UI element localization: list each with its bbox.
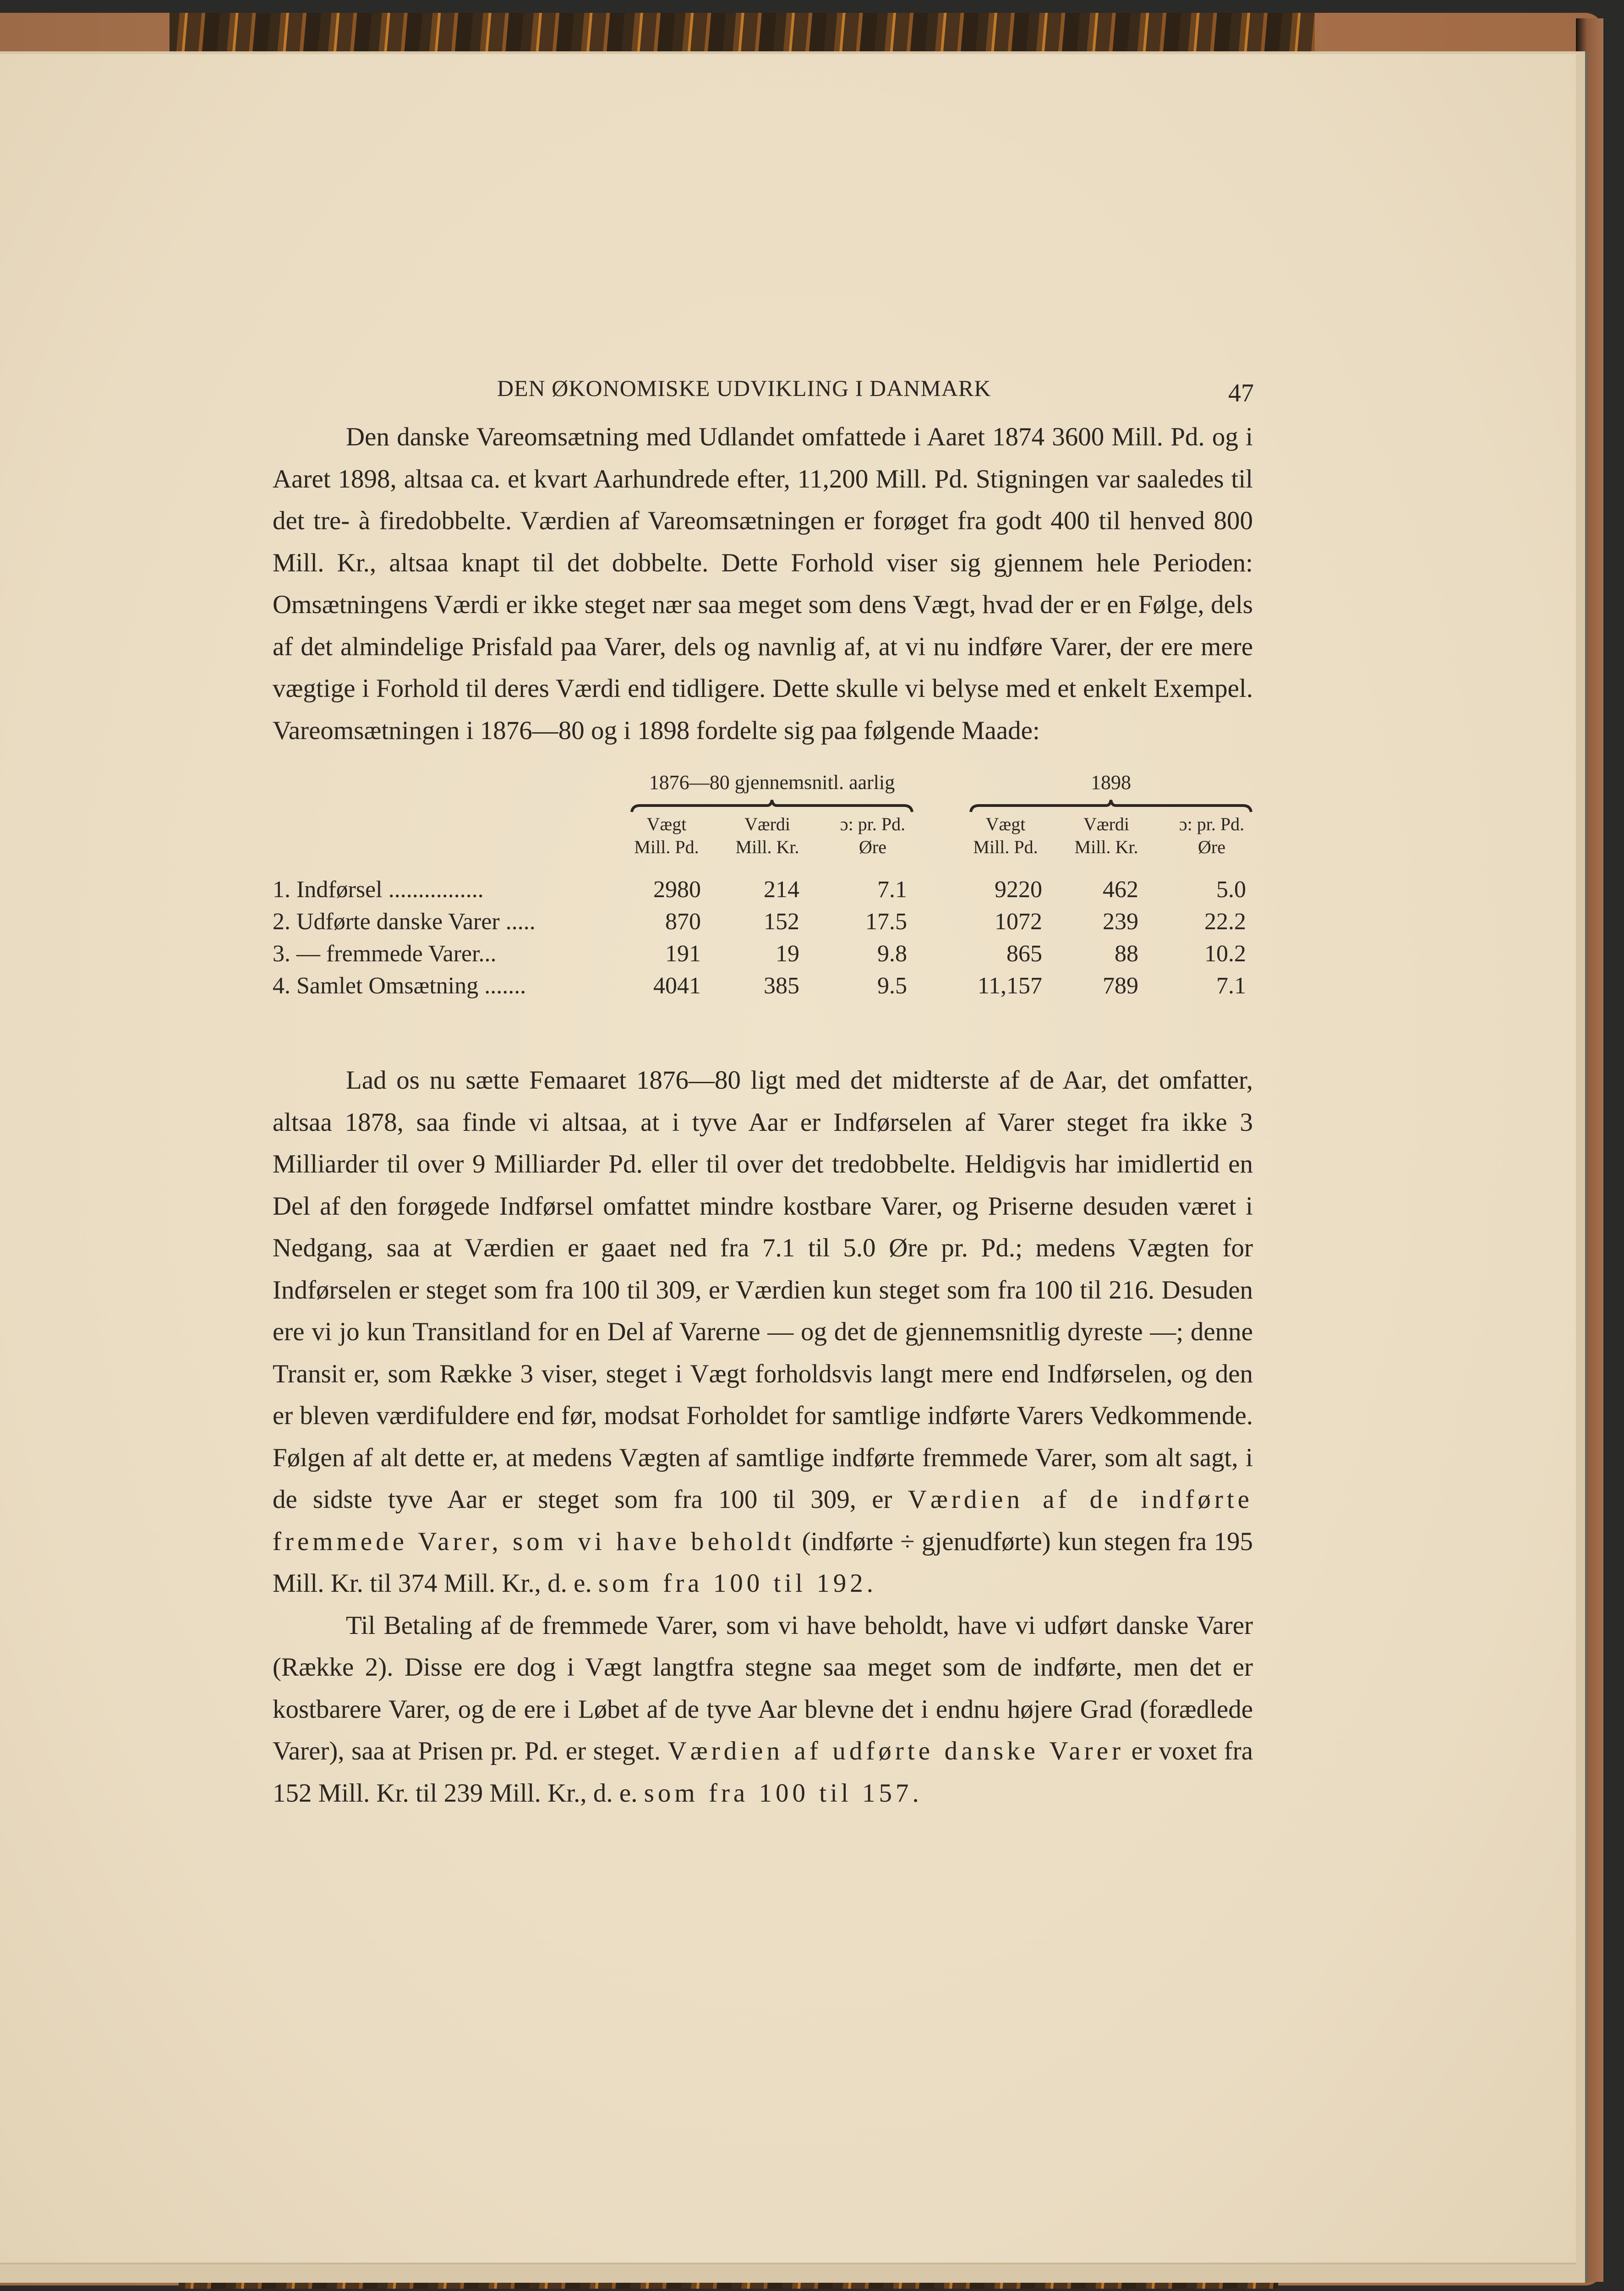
- emphasis-text: Værdien af de indførte fremmede Varer, som vi have beholdt: [273, 1485, 1253, 1556]
- page-content: [273, 375, 1253, 1814]
- col-header: [960, 813, 1051, 859]
- paragraph-payment: [273, 1605, 1253, 1814]
- col-unit: Mill. Kr.: [1074, 837, 1138, 857]
- table-cell: 9.5: [877, 973, 907, 999]
- table-cell: 9220: [995, 877, 1042, 903]
- trade-table: [273, 771, 1253, 1032]
- table-cell: 385: [764, 973, 799, 999]
- table-cell: 88: [1115, 941, 1138, 967]
- col-unit: Mill. Pd.: [634, 837, 699, 857]
- col-header: [722, 813, 813, 859]
- table-cell: 9.8: [877, 941, 907, 967]
- emphasis-text: Værdien af udførte danske Varer: [667, 1737, 1124, 1765]
- running-title: DEN ØKONOMISKE UDVIKLING I DANMARK: [497, 375, 991, 401]
- group-header-1876-80: 1876—80 gjennemsnitl. aarlig: [649, 771, 895, 794]
- table-cell: 7.1: [877, 877, 907, 903]
- brace-1876-80: [630, 799, 914, 813]
- col-header: [827, 813, 919, 859]
- table-cell: 1072: [995, 909, 1042, 935]
- col-label: Værdi: [744, 814, 790, 834]
- table-cell: 239: [1103, 909, 1138, 935]
- running-head: [273, 375, 1253, 416]
- col-header: [621, 813, 712, 859]
- table-cell: 2980: [653, 877, 701, 903]
- row-label: 3. — fremmede Varer...: [273, 941, 497, 967]
- table-cell: 7.1: [1216, 973, 1246, 999]
- body-text: er voxet fra 152 Mill. Kr. til 239 Mill. Kr., d. e.: [273, 1737, 1253, 1808]
- col-unit: Mill. Kr.: [735, 837, 799, 857]
- table-cell: 870: [665, 909, 701, 935]
- table-cell: 214: [764, 877, 799, 903]
- col-unit: Øre: [859, 837, 886, 857]
- col-unit: Mill. Pd.: [973, 837, 1038, 857]
- emphasis-text: som fra 100 til 192.: [598, 1569, 877, 1598]
- col-label: ɔ: pr. Pd.: [1179, 814, 1245, 834]
- paragraph-analysis: [273, 1059, 1253, 1605]
- col-label: Vægt: [985, 814, 1026, 834]
- table-row: [273, 940, 1253, 972]
- table-row: [273, 908, 1253, 940]
- emphasis-text: som fra 100 til 157.: [644, 1778, 923, 1808]
- group-header-1898: 1898: [1091, 771, 1131, 794]
- body-text: Lad os nu sætte Femaaret 1876—80 ligt med det midterste af de Aar, det omfatter, altsaa 1878, saa finde vi altsaa, at i tyve Aar er Indførselen af Varer steget fra ikke 3 Milliarder til over 9 Milliarder Pd. eller til over det tredobbelte. Heldigvis har imidlertid en Del af den forøgede Indførsel omfattet mindre kostbare Varer, og Priserne desuden været i Nedgang, saa at Værdien er gaaet ned fra 7.1 til 5.0 Øre pr. Pd.; medens Vægten for Indførselen er steget som fra 100 til 309, er Værdien kun steget som fra 100 til 216. Desuden ere vi jo kun Transitland for en Del af Varerne — og det de gjennemsnitlig dyreste —; denne Transit er, som Række 3 viser, steget i Vægt forholdsvis langt mere end Indførselen, og den er bleven værdifuldere end før, modsat Forholdet for samtlige indførte Varers Vedkommende. Følgen af alt dette er, at medens Vægten af samtlige indførte fremmede Varer, som alt sagt, i de sidste tyve Aar er steget som fra 100 til 309, er: [273, 1066, 1253, 1514]
- brace-1898: [969, 799, 1253, 813]
- body-text: (indførte ÷ gjenudførte) kun stegen fra 195 Mill. Kr. til 374 Mill. Kr., d. e.: [273, 1527, 1253, 1598]
- col-label: Værdi: [1083, 814, 1129, 834]
- book-page: [0, 54, 1576, 2264]
- row-label: 4. Samlet Omsætning .......: [273, 973, 526, 999]
- row-label: 1. Indførsel ................: [273, 877, 484, 903]
- paragraph-intro: Den danske Vareomsætning med Udlandet omfattede i Aaret 1874 3600 Mill. Pd. og i Aaret 1898, altsaa ca. et kvart Aarhundrede efter, 11,200 Mill. Pd. Stigningen var saaledes til det tre- à firedobbelte. Værdien af Vareomsætningen er forøget fra godt 400 til henved 800 Mill. Kr., altsaa knapt til det dobbelte. Dette Forhold viser sig gjennem hele Perioden: Omsætningens Værdi er ikke steget nær saa meget som dens Vægt, hvad der er en Følge, dels af det almindelige Prisfald paa Varer, dels og navnlig af, at vi nu indføre Varer, der ere mere vægtige i Forhold til deres Værdi end tidligere. Dette skulle vi belyse med et enkelt Exempel. Vareomsætningen i 1876—80 og i 1898 fordelte sig paa følgende Maade:: [273, 422, 1253, 745]
- table-cell: 11,157: [977, 973, 1042, 999]
- table-cell: 19: [776, 941, 799, 967]
- body-text: Til Betaling af de fremmede Varer, som vi have beholdt, have vi udført danske Varer (Række 2). Disse ere dog i Vægt langtfra stegne saa meget som de indførte, men det er kostbarere Varer, og de ere i Løbet af de tyve Aar blevne det i endnu højere Grad (forædlede Varer), saa at Prisen pr. Pd. er steget.: [273, 1611, 1253, 1765]
- table-cell: 22.2: [1204, 909, 1246, 935]
- col-unit: Øre: [1198, 837, 1225, 857]
- col-header: [1061, 813, 1152, 859]
- col-label: Vægt: [646, 814, 687, 834]
- table-cell: 17.5: [865, 909, 907, 935]
- col-label: ɔ: pr. Pd.: [840, 814, 906, 834]
- table-cell: 191: [665, 941, 701, 967]
- col-header: [1166, 813, 1258, 859]
- table-cell: 5.0: [1216, 877, 1246, 903]
- table-cell: 4041: [653, 973, 701, 999]
- table-cell: 462: [1103, 877, 1138, 903]
- table-row: [273, 972, 1253, 1004]
- marbled-edge-top: [170, 13, 1315, 56]
- row-label: 2. Udførte danske Varer .....: [273, 909, 536, 935]
- table-cell: 865: [1006, 941, 1042, 967]
- table-cell: 789: [1103, 973, 1138, 999]
- table-cell: 10.2: [1204, 941, 1246, 967]
- table-cell: 152: [764, 909, 799, 935]
- page-number: 47: [1228, 379, 1254, 407]
- table-row: [273, 876, 1253, 908]
